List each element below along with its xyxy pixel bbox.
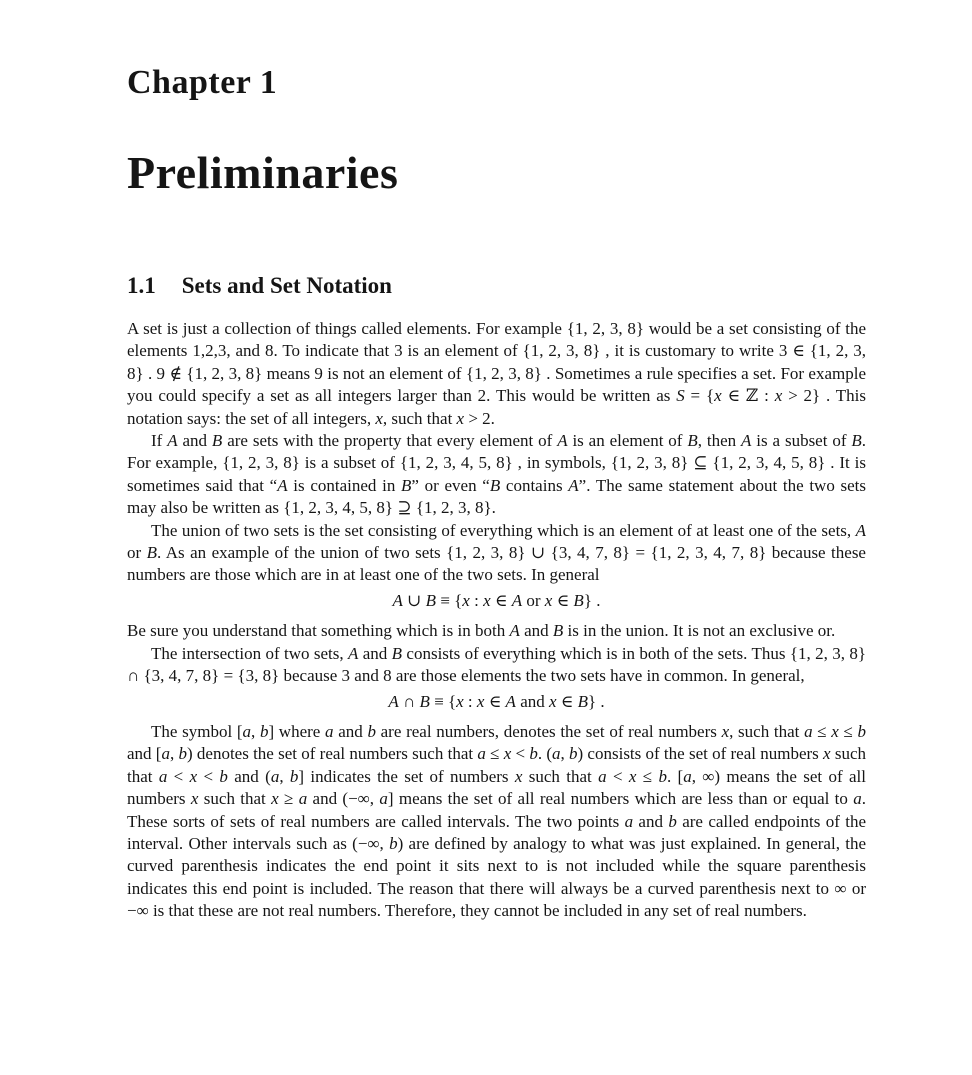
body-paragraph: The intersection of two sets, A and B consists of everything which is in both of the sets. Thus {1, 2, 3, 8} ∩ {3, 4, 7, 8} = {3, 8} because 3 and 8 are those elements the two sets have in common. In general, — [127, 643, 866, 686]
body-paragraph: The union of two sets is the set consisting of everything which is an element of at least one of the sets, A or B. As an example of the union of two sets {1, 2, 3, 8} ∪ {3, 4, 7, 8} = {1, 2, 3, 4, 7, 8} because these numbers are those which are in at least one of the two sets. In general — [127, 520, 866, 585]
chapter-label: Chapter 1 — [127, 64, 278, 101]
body-paragraph: The symbol [a, b] where a and b are real numbers, denotes the set of real numbers x, such that a ≤ x ≤ b and [a, b) denotes the set of real numbers such that a ≤ x < b. (a, b) consists of the set of real numbers x such that a < x < b and (a, b] indicates the set of numbers x such that a < x ≤ b. [a, ∞) means the set of all numbers x such that x ≥ a and (−∞, a] means the set of all real numbers which are less than or equal to a. These sorts of sets of real numbers are called intervals. The two points a and b are called endpoints of the interval. Other intervals such as (−∞, b) are defined by analogy to what was just explained. In general, the curved parenthesis indicates the end point it sits next to is not included while the square parenthesis indicates this end point is included. The reason that there will always be a curved parenthesis next to ∞ or −∞ is that these are not real numbers. Therefore, they cannot be included in any set of real numbers. — [127, 721, 867, 921]
body-paragraph: If A and B are sets with the property that every element of A is an element of B, then A is a subset of B. For example, {1, 2, 3, 8} is a subset of {1, 2, 3, 4, 5, 8} , in symbols, {1, 2, 3, 8} ⊆ {1, 2, 3, 4, 5, 8} . It is sometimes said that “A is contained in B” or even “B contains A”. The same statement about the two sets may also be written as {1, 2, 3, 4, 5, 8} ⊇ {1, 2, 3, 8}. — [127, 431, 867, 518]
body-paragraph: Be sure you understand that something which is in both A and B is in the union. It is not an exclusive or. — [127, 621, 836, 641]
body-paragraph: A set is just a collection of things called elements. For example {1, 2, 3, 8} would be a set consisting of the elements 1,2,3, and 8. To indicate that 3 is an element of {1, 2, 3, 8} , it is customary to write 3 ∈ {1, 2, 3, 8} . 9 ∉ {1, 2, 3, 8} means 9 is not an element of {1, 2, 3, 8} . Sometimes a rule specifies a set. For example you could specify a set as all integers larger than 2. This would be written as S = {x ∈ ℤ : x > 2} . This notation says: the set of all integers, x, such that x > 2. — [127, 319, 866, 428]
chapter-title: Preliminaries — [127, 147, 399, 198]
section-heading — [127, 274, 866, 297]
section-number: 1.1 — [127, 273, 156, 298]
document-body — [127, 318, 866, 923]
display-equation: A ∩ B ≡ {x : x ∈ A and x ∈ B} . — [388, 691, 605, 711]
display-equation: A ∪ B ≡ {x : x ∈ A or x ∈ B} . — [392, 590, 601, 610]
section-title: Sets and Set Notation — [181, 273, 392, 298]
